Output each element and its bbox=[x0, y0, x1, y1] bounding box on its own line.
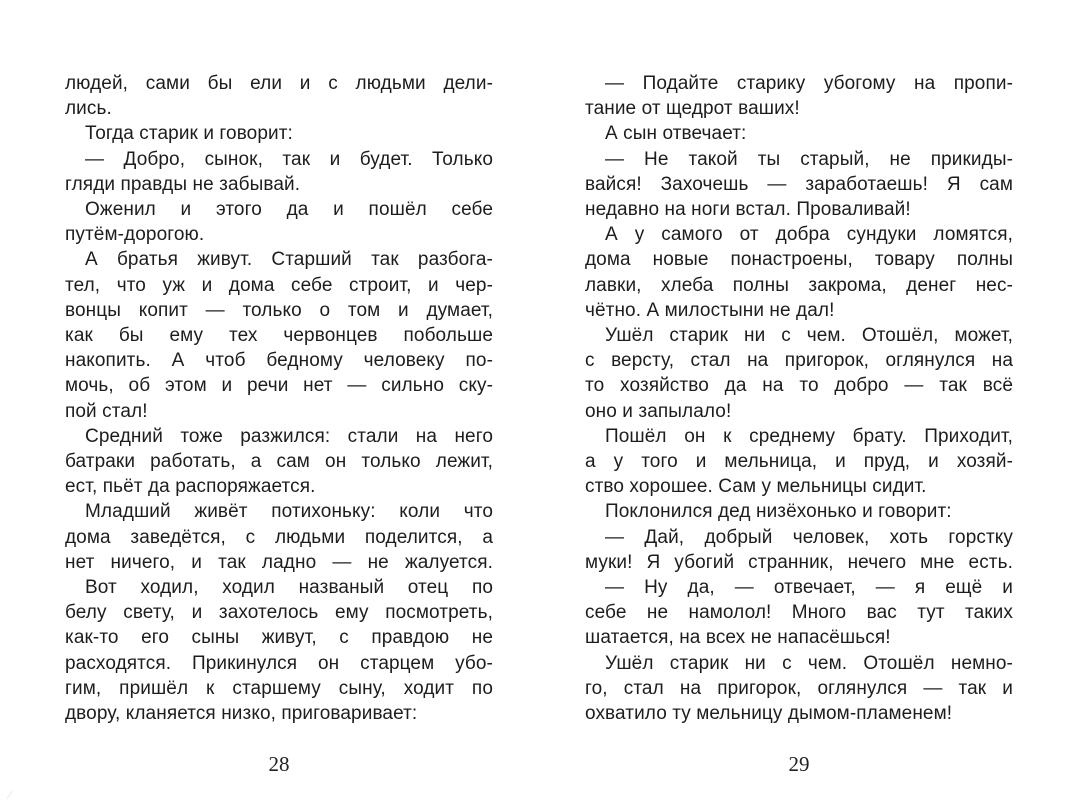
paragraph bbox=[65, 121, 493, 146]
text-line: муки! Я убогий странник, нечего мне есть. bbox=[585, 551, 1013, 573]
text-line: — Ну да, — отвечает, — я ещё и bbox=[605, 577, 1013, 599]
text-line: А у самого от добра сундуки ломятся, bbox=[605, 224, 1013, 246]
text-line: Средний тоже разжился: стали на него bbox=[85, 425, 493, 447]
text-line: шатается, на всех не напасёшься! bbox=[585, 627, 891, 649]
text-line: расходятся. Прикинулся он старцем убо- bbox=[65, 652, 493, 674]
text-line: охватило ту мельницу дымом-пламенем! bbox=[585, 703, 953, 725]
paragraph bbox=[585, 222, 1013, 323]
text-line: накопить. А чтоб бедному человеку по- bbox=[65, 350, 493, 372]
text-line: как-то его сыны живут, с правдою не bbox=[65, 627, 493, 649]
paragraph bbox=[585, 499, 1013, 524]
text-line: ест, пьёт да распоряжается. bbox=[65, 476, 316, 498]
page-right-text-column bbox=[585, 71, 1013, 726]
text-line: а у того и мельница, и пруд, и хозяй- bbox=[585, 451, 1013, 473]
text-line: чётно. А милостыни не дал! bbox=[585, 299, 835, 321]
text-line: гим, пришёл к старшему сыну, ходит по bbox=[65, 677, 493, 699]
text-line: лавки, хлеба полны закрома, денег нес- bbox=[585, 274, 1013, 296]
paragraph bbox=[65, 424, 493, 500]
text-line: пой стал! bbox=[65, 400, 148, 422]
text-line: Младший живёт потихоньку: коли что bbox=[85, 501, 493, 523]
text-line: вайся! Захочешь — заработаешь! Я сам bbox=[585, 173, 1013, 195]
text-line: батраки работать, а сам он только лежит, bbox=[65, 451, 493, 473]
paragraph bbox=[65, 197, 493, 247]
page-number-right: 29 bbox=[788, 752, 810, 776]
paragraph bbox=[65, 247, 493, 423]
paragraph bbox=[585, 71, 1013, 121]
text-line: го, стал на пригорок, оглянулся — так и bbox=[585, 677, 1013, 699]
text-line: недавно на ноги встал. Проваливай! bbox=[585, 199, 911, 221]
paragraph bbox=[585, 424, 1013, 500]
text-line: вонцы копит — только о том и думает, bbox=[65, 299, 493, 321]
text-line: как бы ему тех червонцев побольше bbox=[65, 325, 493, 347]
paragraph bbox=[585, 651, 1013, 727]
text-line: ство хорошее. Сам у мельницы сидит. bbox=[585, 476, 927, 498]
text-line: Пошёл он к среднему брату. Приходит, bbox=[605, 425, 1013, 447]
text-line: лись. bbox=[65, 98, 112, 120]
text-line: — Подайте старику убогому на пропи- bbox=[605, 73, 1013, 94]
text-line: белу свету, и захотелось ему посмотреть, bbox=[65, 602, 493, 624]
paragraph bbox=[65, 575, 493, 726]
text-line: А братья живут. Старший так разбога- bbox=[85, 249, 493, 271]
text-line: гляди правды не забывай. bbox=[65, 173, 301, 195]
page-number-left: 28 bbox=[268, 752, 290, 776]
text-line: А сын отвечает: bbox=[605, 123, 747, 145]
text-line: Тогда старик и говорит: bbox=[85, 123, 293, 145]
text-line: нет ничего, и так ладно — не жалуется. bbox=[65, 551, 493, 573]
paragraph bbox=[585, 147, 1013, 223]
text-line: то хозяйство да на то добро — так всё bbox=[585, 375, 1013, 397]
paragraph bbox=[585, 525, 1013, 575]
text-line: — Дай, добрый человек, хоть горстку bbox=[605, 526, 1013, 548]
text-line: Поклонился дед низёхонько и говорит: bbox=[605, 501, 952, 523]
text-line: тание от щедрот ваших! bbox=[585, 98, 800, 120]
paragraph bbox=[585, 121, 1013, 146]
text-line: себе не намолол! Много вас тут таких bbox=[585, 602, 1013, 624]
paragraph bbox=[65, 71, 493, 121]
text-line: двору, кланяется низко, приговаривает: bbox=[65, 703, 418, 725]
text-line: тел, что уж и дома себе строит, и чер- bbox=[65, 274, 493, 296]
text-line: — Добро, сынок, так и будет. Только bbox=[85, 148, 493, 170]
text-line: людей, сами бы ели и с людьми дели- bbox=[65, 73, 493, 94]
text-line: мочь, об этом и речи нет — сильно ску- bbox=[65, 375, 493, 397]
text-line: дома новые понастроены, товару полны bbox=[585, 249, 1013, 271]
text-line: путём-дорогою. bbox=[65, 224, 205, 246]
paragraph bbox=[65, 147, 493, 197]
text-line: Ушёл старик ни с чем. Отошёл, может, bbox=[605, 325, 1013, 347]
text-line: дома заведётся, с людьми поделится, а bbox=[65, 526, 493, 548]
text-line: — Не такой ты старый, не прикиды- bbox=[605, 148, 1013, 170]
paragraph bbox=[585, 323, 1013, 424]
paragraph bbox=[585, 575, 1013, 651]
text-line: Ушёл старик ни с чем. Отошёл немно- bbox=[605, 652, 1013, 674]
text-line: Вот ходил, ходил названый отец по bbox=[85, 577, 493, 599]
paragraph bbox=[65, 499, 493, 575]
scan-artifact-mark bbox=[6, 791, 21, 806]
text-line: оно и запылало! bbox=[585, 400, 732, 422]
text-line: с версту, стал на пригорок, оглянулся на bbox=[585, 350, 1013, 372]
page-left-text-column bbox=[65, 71, 493, 726]
text-line: Оженил и этого да и пошёл себе bbox=[85, 199, 493, 221]
